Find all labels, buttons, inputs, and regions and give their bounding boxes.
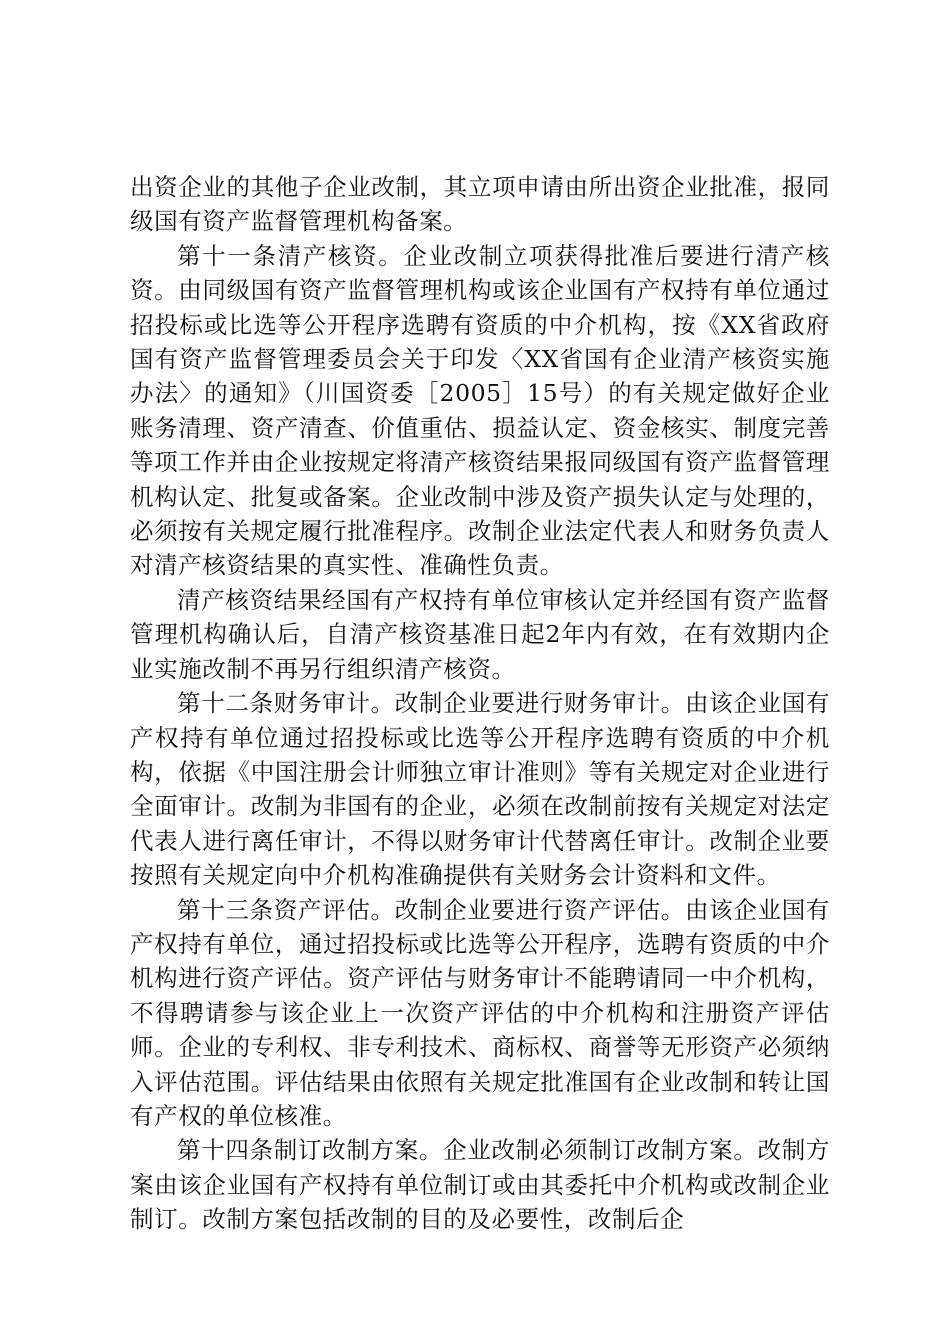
paragraph-article-12: 第十二条财务审计。改制企业要进行财务审计。由该企业国有产权持有单位通过招投标或比选等公开程序选聘有资质的中介机构，依据《中国注册会计师独立审计准则》等有关规定对企业进行全面审计。改制为非国有的企业，必须在改制前按有关规定对法定代表人进行离任审计，不得以财务审计代替离任审计。改制企业要按照有关规定向中介机构准确提供有关财务会计资料和文件。 — [130, 689, 830, 890]
document-body — [130, 170, 830, 1237]
paragraph-article-14: 第十四条制订改制方案。企业改制必须制订改制方案。改制方案由该企业国有产权持有单位制订或由其委托中介机构或改制企业制订。改制方案包括改制的目的及必要性，改制后企 — [130, 1136, 830, 1234]
paragraph-article-11: 第十一条清产核资。企业改制立项获得批准后要进行清产核资。由同级国有资产监督管理机构或该企业国有产权持有单位通过招投标或比选等公开程序选聘有资质的中介机构，按《XX省政府国有资产监督管理委员会关于印发〈XX省国有企业清产核资实施办法〉的通知》（川国资委［2005］15号）的有关规定做好企业账务清理、资产清查、价值重估、损益认定、资金核实、制度完善等项工作并由企业按规定将清产核资结果报同级国有资产监督管理机构认定、批复或备案。企业改制中涉及资产损失认定与处理的，必须按有关规定履行批准程序。改制企业法定代表人和财务负责人对清产核资结果的真实性、准确性负责。 — [130, 241, 830, 580]
paragraph-continuation: 出资企业的其他子企业改制，其立项申请由所出资企业批准，报同级国有资产监督管理机构备案。 — [130, 173, 830, 236]
paragraph-article-13: 第十三条资产评估。改制企业要进行资产评估。由该企业国有产权持有单位，通过招投标或比选等公开程序，选聘有资质的中介机构进行资产评估。资产评估与财务审计不能聘请同一中介机构，不得聘请参与该企业上一次资产评估的中介机构和注册资产评估师。企业的专利权、非专利技术、商标权、商誉等无形资产必须纳入评估范围。评估结果由依照有关规定批准国有企业改制和转让国有产权的单位核准。 — [130, 895, 830, 1130]
paragraph-validity: 清产核资结果经国有产权持有单位审核认定并经国有资产监督管理机构确认后，自清产核资基准日起2年内有效，在有效期内企业实施改制不再另行组织清产核资。 — [130, 585, 830, 683]
